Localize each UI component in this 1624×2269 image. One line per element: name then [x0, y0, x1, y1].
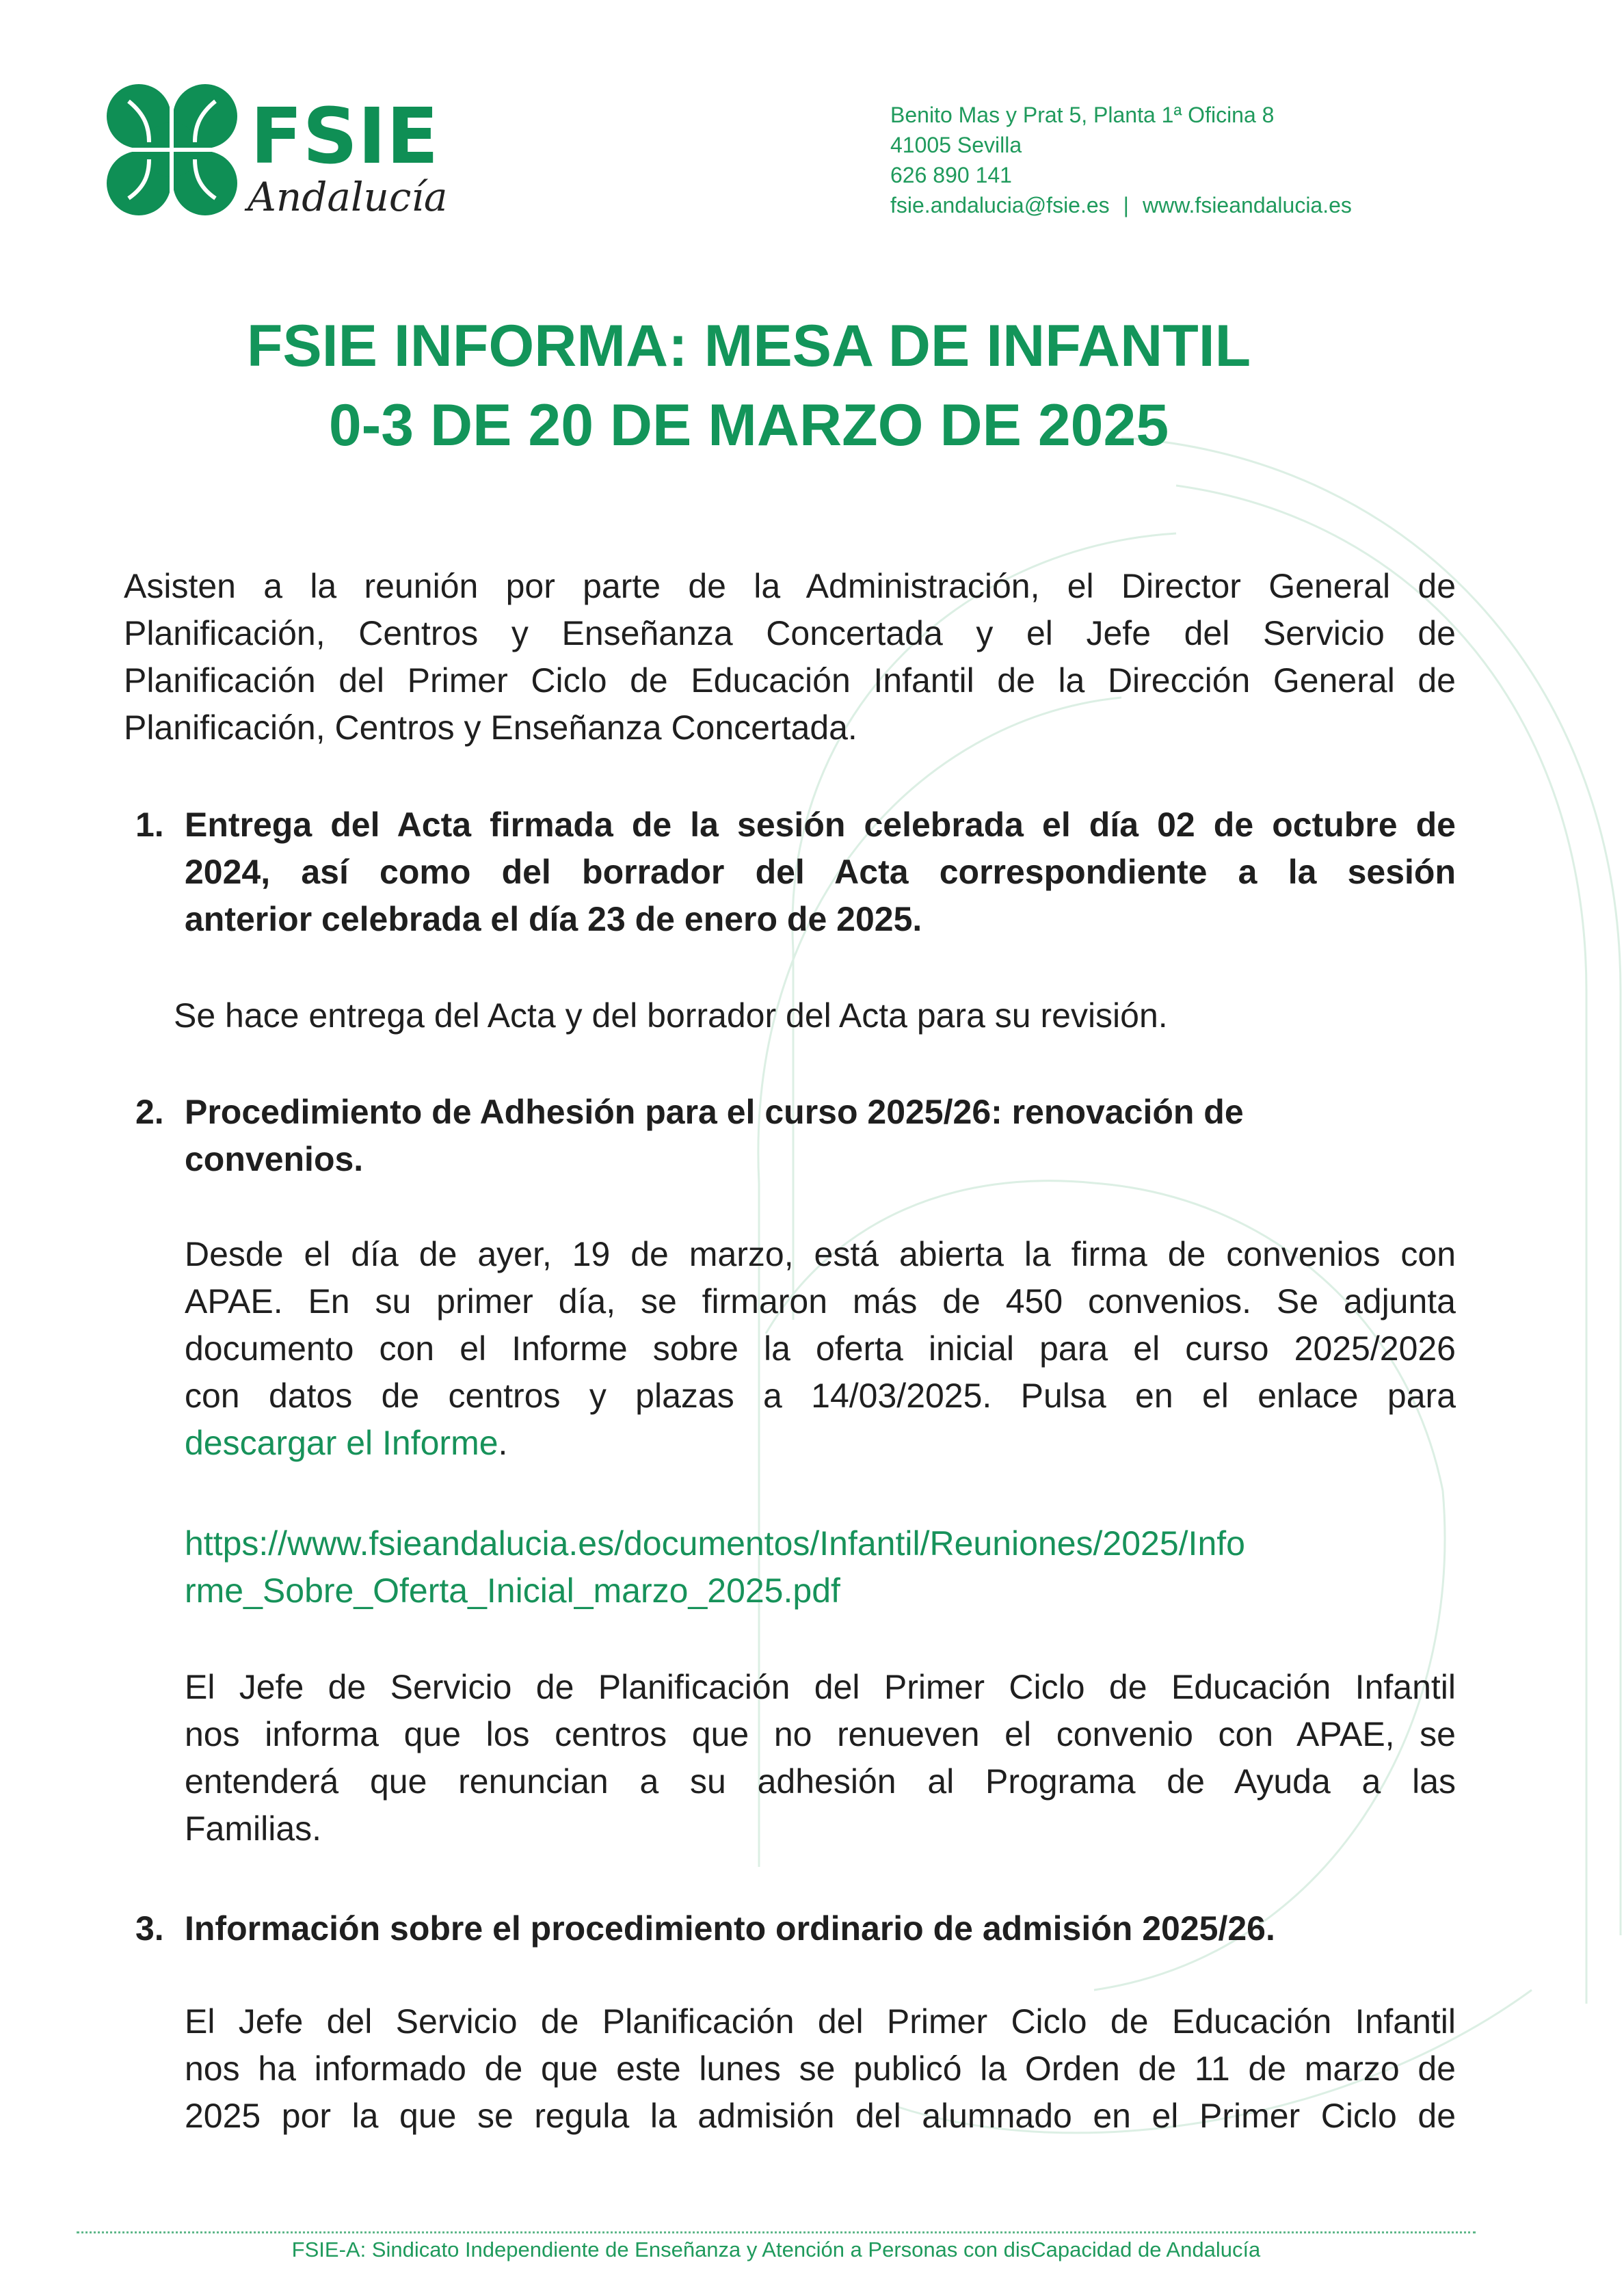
text-line: Desde el día de ayer, 19 de marzo, está abierta la firma de convenios con — [185, 1235, 1456, 1273]
text-line: entenderá que renuncian a su adhesión al Programa de Ayuda a las — [185, 1762, 1456, 1801]
item-2-body — [185, 1231, 1456, 1467]
item-number: 2. — [135, 1093, 164, 1131]
footer-divider — [77, 2231, 1476, 2233]
text-line: Entrega del Acta firmada de la sesión celebrada el día 02 de octubre de — [185, 806, 1456, 844]
text-line: con datos de centros y plazas a 14/03/2025. Pulsa en el enlace para — [185, 1377, 1456, 1415]
text-line: documento con el Informe sobre la oferta inicial para el curso 2025/2026 — [185, 1329, 1456, 1368]
text-line: Procedimiento de Adhesión para el curso 2025/26: renovación de — [185, 1093, 1244, 1131]
text-line: anterior celebrada el día 23 de enero de 2025. — [185, 900, 922, 938]
organization-contact — [890, 100, 1352, 220]
text-line: Planificación, Centros y Enseñanza Concertada. — [124, 708, 857, 747]
contact-separator: | — [1123, 193, 1129, 217]
text-line: nos ha informado de que este lunes se publicó la Orden de 11 de marzo de — [185, 2049, 1456, 2088]
text-line: Familias. — [185, 1809, 322, 1848]
url-line[interactable]: rme_Sobre_Oferta_Inicial_marzo_2025.pdf — [185, 1571, 840, 1610]
email-link[interactable]: fsie.andalucia@fsie.es — [890, 193, 1110, 217]
title-line-1: FSIE INFORMA: MESA DE INFANTIL — [246, 313, 1251, 379]
item-number: 3. — [135, 1909, 164, 1948]
address-street: Benito Mas y Prat 5, Planta 1ª Oficina 8 — [890, 103, 1275, 127]
item-1-heading — [185, 801, 1456, 943]
text-line: 2024, así como del borrador del Acta correspondiente a la sesión — [185, 853, 1456, 891]
logo-region: Andalucía — [248, 174, 448, 220]
item-3-heading — [185, 1905, 1456, 1952]
intro-paragraph — [124, 563, 1456, 752]
text-line: Asisten a la reunión por parte de la Administración, el Director General de — [124, 567, 1456, 605]
item-1-body — [174, 992, 1459, 1039]
logo-wordmark: FSIE — [250, 92, 439, 181]
address-city: 41005 Sevilla — [890, 133, 1022, 157]
item-3-body — [185, 1998, 1456, 2140]
text-line: convenios. — [185, 1140, 364, 1178]
website-link[interactable]: www.fsieandalucia.es — [1142, 193, 1352, 217]
item-number: 1. — [135, 806, 164, 844]
text-line: 2025 por la que se regula la admisión del alumnado en el Primer Ciclo de — [185, 2097, 1456, 2135]
footer-text: FSIE-A: Sindicato Independiente de Enseñanza y Atención a Personas con disCapacidad de Andalucía — [291, 2238, 1261, 2261]
text-line: El Jefe de Servicio de Planificación del Primer Ciclo de Educación Infantil — [185, 1668, 1456, 1706]
item-2-body-2 — [185, 1664, 1456, 1853]
text-line: El Jefe del Servicio de Planificación del Primer Ciclo de Educación Infantil — [185, 2002, 1456, 2041]
text-line: Información sobre el procedimiento ordinario de admisión 2025/26. — [185, 1909, 1275, 1948]
title-line-2: 0-3 DE 20 DE MARZO DE 2025 — [328, 393, 1169, 458]
text-line: nos informa que los centros que no renueven el convenio con APAE, se — [185, 1715, 1456, 1753]
report-url-link[interactable] — [185, 1520, 1456, 1615]
text-line: APAE. En su primer día, se firmaron más de 450 convenios. Se adjunta — [185, 1282, 1456, 1321]
item-2-heading — [185, 1089, 1456, 1183]
link-suffix: . — [498, 1424, 508, 1462]
download-report-link[interactable]: descargar el Informe — [185, 1424, 498, 1462]
fsie-andalucia-logo — [81, 74, 448, 231]
text-line: Planificación, Centros y Enseñanza Concertada y el Jefe del Servicio de — [124, 614, 1456, 652]
text-line: Se hace entrega del Acta y del borrador del Acta para su revisión. — [174, 996, 1168, 1035]
url-line[interactable]: https://www.fsieandalucia.es/documentos/Infantil/Reuniones/2025/Info — [185, 1524, 1245, 1563]
phone-number: 626 890 141 — [890, 163, 1012, 187]
document-title — [0, 306, 1497, 465]
text-line: Planificación del Primer Ciclo de Educación Infantil de la Dirección General de — [124, 661, 1456, 700]
